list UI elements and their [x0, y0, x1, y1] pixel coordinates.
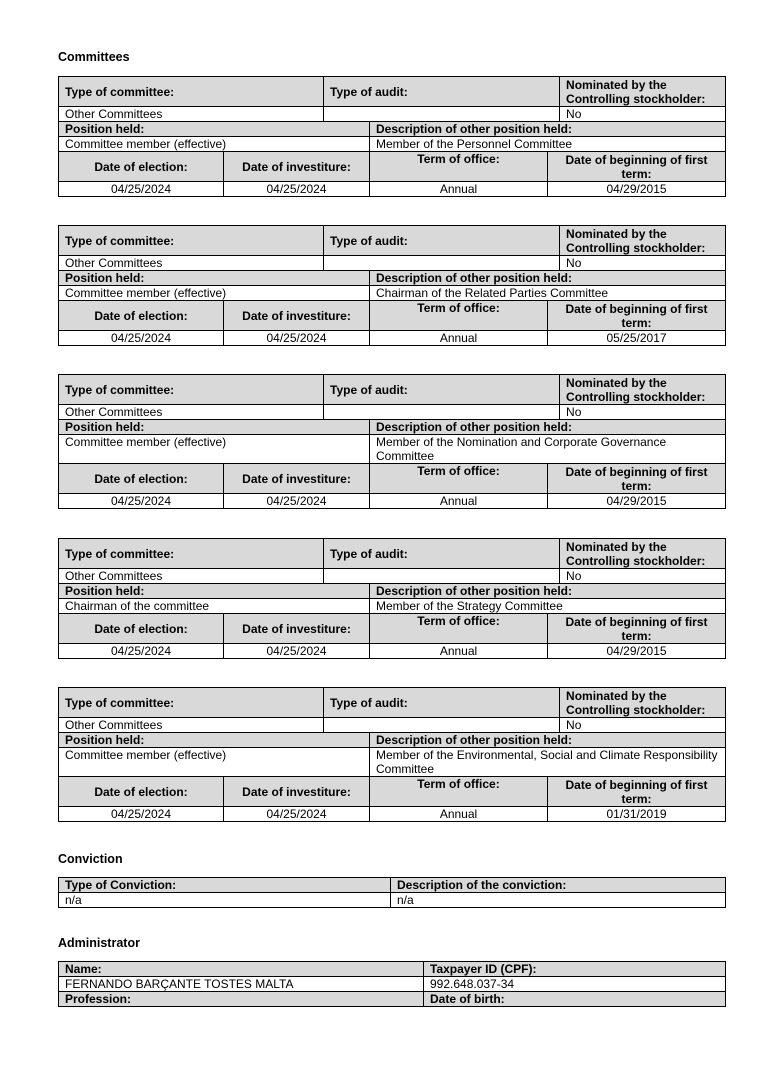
position-held-label: Position held: [59, 420, 370, 435]
administrator-cpf-value: 992.648.037-34 [424, 977, 726, 992]
term-of-office-label: Term of office: [370, 301, 548, 331]
term-of-office-label: Term of office: [370, 152, 548, 182]
first-term-value: 01/31/2019 [548, 807, 726, 822]
committee-table [58, 76, 726, 197]
investiture-value: 04/25/2024 [224, 182, 370, 197]
nominated-label: Nominated by the Controlling stockholder: [560, 77, 726, 107]
date-of-election-label: Date of election: [59, 301, 224, 331]
type-of-committee-label: Type of committee: [59, 375, 324, 405]
administrator-name-value: FERNANDO BARÇANTE TOSTES MALTA [59, 977, 424, 992]
conviction-table [58, 877, 726, 908]
term-of-office-label: Term of office: [370, 777, 548, 807]
date-of-investiture-label: Date of investiture: [224, 152, 370, 182]
committee-type-value: Other Committees [59, 256, 324, 271]
audit-type-value [324, 718, 560, 733]
name-label: Name: [59, 962, 424, 977]
nominated-value: No [560, 569, 726, 584]
description-value: Member of the Strategy Committee [370, 599, 726, 614]
first-term-value: 04/29/2015 [548, 494, 726, 509]
type-of-committee-label: Type of committee: [59, 539, 324, 569]
type-of-audit-label: Type of audit: [324, 688, 560, 718]
type-of-audit-label: Type of audit: [324, 77, 560, 107]
description-other-label: Description of other position held: [370, 122, 726, 137]
position-held-value: Committee member (effective) [59, 748, 370, 777]
committee-type-value: Other Committees [59, 107, 324, 122]
description-other-label: Description of other position held: [370, 271, 726, 286]
audit-type-value [324, 569, 560, 584]
position-held-value: Chairman of the committee [59, 599, 370, 614]
type-of-committee-label: Type of committee: [59, 77, 324, 107]
committee-type-value: Other Committees [59, 718, 324, 733]
term-value: Annual [370, 644, 548, 659]
position-held-label: Position held: [59, 271, 370, 286]
description-value: Member of the Environmental, Social and Climate Responsibility Committee [370, 748, 726, 777]
administrator-table [58, 961, 726, 1007]
audit-type-value [324, 256, 560, 271]
investiture-value: 04/25/2024 [224, 494, 370, 509]
type-of-conviction-label: Type of Conviction: [59, 878, 391, 893]
date-of-election-label: Date of election: [59, 464, 224, 494]
election-value: 04/25/2024 [59, 182, 224, 197]
position-held-label: Position held: [59, 584, 370, 599]
type-of-committee-label: Type of committee: [59, 688, 324, 718]
committee-table [58, 374, 726, 509]
first-term-value: 04/29/2015 [548, 644, 726, 659]
first-term-value: 05/25/2017 [548, 331, 726, 346]
date-of-investiture-label: Date of investiture: [224, 464, 370, 494]
date-of-birth-label: Date of birth: [424, 992, 726, 1007]
date-first-term-label: Date of beginning of first term: [548, 777, 726, 807]
election-value: 04/25/2024 [59, 331, 224, 346]
term-value: Annual [370, 494, 548, 509]
first-term-value: 04/29/2015 [548, 182, 726, 197]
date-of-election-label: Date of election: [59, 614, 224, 644]
term-of-office-label: Term of office: [370, 464, 548, 494]
profession-label: Profession: [59, 992, 424, 1007]
position-held-value: Committee member (effective) [59, 137, 370, 152]
position-held-label: Position held: [59, 733, 370, 748]
position-held-label: Position held: [59, 122, 370, 137]
administrator-title: Administrator [58, 936, 140, 950]
date-of-election-label: Date of election: [59, 152, 224, 182]
taxpayer-id-label: Taxpayer ID (CPF): [424, 962, 726, 977]
date-first-term-label: Date of beginning of first term: [548, 301, 726, 331]
date-of-investiture-label: Date of investiture: [224, 777, 370, 807]
investiture-value: 04/25/2024 [224, 644, 370, 659]
election-value: 04/25/2024 [59, 807, 224, 822]
date-first-term-label: Date of beginning of first term: [548, 614, 726, 644]
election-value: 04/25/2024 [59, 644, 224, 659]
position-held-value: Committee member (effective) [59, 286, 370, 301]
type-of-audit-label: Type of audit: [324, 539, 560, 569]
committee-type-value: Other Committees [59, 405, 324, 420]
election-value: 04/25/2024 [59, 494, 224, 509]
conviction-type-value: n/a [59, 893, 391, 908]
committees-title: Committees [58, 50, 130, 64]
nominated-value: No [560, 107, 726, 122]
conviction-title: Conviction [58, 852, 123, 866]
term-value: Annual [370, 182, 548, 197]
type-of-committee-label: Type of committee: [59, 226, 324, 256]
nominated-label: Nominated by the Controlling stockholder: [560, 226, 726, 256]
term-of-office-label: Term of office: [370, 614, 548, 644]
description-value: Member of the Nomination and Corporate Governance Committee [370, 435, 726, 464]
conviction-description-value: n/a [391, 893, 726, 908]
nominated-value: No [560, 256, 726, 271]
term-value: Annual [370, 331, 548, 346]
nominated-label: Nominated by the Controlling stockholder: [560, 688, 726, 718]
nominated-label: Nominated by the Controlling stockholder: [560, 375, 726, 405]
committee-table [58, 687, 726, 822]
position-held-value: Committee member (effective) [59, 435, 370, 464]
committee-type-value: Other Committees [59, 569, 324, 584]
nominated-value: No [560, 718, 726, 733]
date-of-investiture-label: Date of investiture: [224, 614, 370, 644]
date-of-investiture-label: Date of investiture: [224, 301, 370, 331]
description-other-label: Description of other position held: [370, 420, 726, 435]
date-first-term-label: Date of beginning of first term: [548, 152, 726, 182]
description-value: Chairman of the Related Parties Committee [370, 286, 726, 301]
description-other-label: Description of other position held: [370, 584, 726, 599]
investiture-value: 04/25/2024 [224, 807, 370, 822]
nominated-value: No [560, 405, 726, 420]
date-of-election-label: Date of election: [59, 777, 224, 807]
audit-type-value [324, 405, 560, 420]
investiture-value: 04/25/2024 [224, 331, 370, 346]
audit-type-value [324, 107, 560, 122]
description-other-label: Description of other position held: [370, 733, 726, 748]
date-first-term-label: Date of beginning of first term: [548, 464, 726, 494]
description-conviction-label: Description of the conviction: [391, 878, 726, 893]
type-of-audit-label: Type of audit: [324, 375, 560, 405]
term-value: Annual [370, 807, 548, 822]
committee-table [58, 225, 726, 346]
nominated-label: Nominated by the Controlling stockholder: [560, 539, 726, 569]
type-of-audit-label: Type of audit: [324, 226, 560, 256]
committee-table [58, 538, 726, 659]
description-value: Member of the Personnel Committee [370, 137, 726, 152]
